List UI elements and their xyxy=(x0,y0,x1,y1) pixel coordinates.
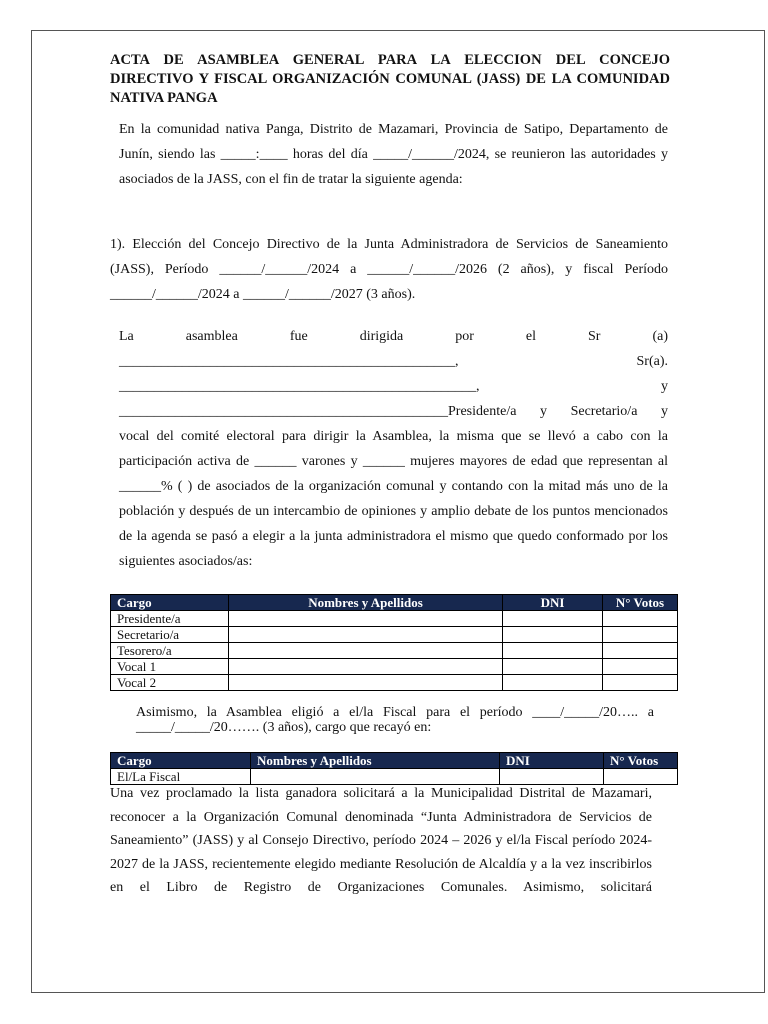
cargo-cell: El/La Fiscal xyxy=(111,769,251,785)
table-row xyxy=(111,643,678,659)
votos-cell[interactable] xyxy=(603,611,678,627)
nombres-cell[interactable] xyxy=(229,627,503,643)
closing-paragraph: Una vez proclamado la lista ganadora solicitará a la Municipalidad Distrital de Mazamari, reconocer a la Organización Comunal denominada “Junta Administradora de Servicios de Saneamiento” (JASS) y al Consejo Directivo, período 2024 – 2026 y el/la Fiscal período 2024-2027 de la JASS, recientemente elegido mediante Resolución de Alcaldía y a la vez inscribirlos en el Libro de Registro de Organizaciones Comunales. Asimismo, solicitará xyxy=(110,786,652,895)
blank-director-1: ________________________________________________, xyxy=(119,354,459,369)
assembly-line-4 xyxy=(119,399,668,424)
cargo-cell: Vocal 1 xyxy=(111,659,229,675)
col-cargo: Cargo xyxy=(111,753,251,769)
dni-cell[interactable] xyxy=(503,643,603,659)
col-votos: N° Votos xyxy=(604,753,678,769)
assembly-line-3 xyxy=(119,374,668,399)
cargo-cell: Secretario/a xyxy=(111,627,229,643)
cargo-cell: Vocal 2 xyxy=(111,675,229,691)
votos-cell[interactable] xyxy=(603,675,678,691)
document-title: ACTA DE ASAMBLEA GENERAL PARA LA ELECCION DEL CONCEJO DIRECTIVO Y FISCAL ORGANIZACIÓN COMUNAL (JASS) DE LA COMUNIDAD NATIVA PANGA xyxy=(110,52,670,106)
nombres-cell[interactable] xyxy=(229,643,503,659)
dni-cell[interactable] xyxy=(503,611,603,627)
document-page xyxy=(31,30,765,993)
board-table-header xyxy=(111,595,678,611)
blank-director-2: ___________________________________________________, xyxy=(119,379,480,394)
nombres-cell[interactable] xyxy=(229,611,503,627)
fiscal-intro: Asimismo, la Asamblea eligió a el/la Fiscal para el período ____/_____/20….. a _____/_____/20……. (3 años), cargo que recayó en: xyxy=(136,705,654,735)
fiscal-table xyxy=(110,752,678,785)
votos-cell[interactable] xyxy=(603,643,678,659)
col-votos: N° Votos xyxy=(603,595,678,611)
dni-cell[interactable] xyxy=(503,659,603,675)
col-dni: DNI xyxy=(500,753,604,769)
nombres-cell[interactable] xyxy=(229,659,503,675)
assembly-line-1: La asamblea fue dirigida por el Sr (a) xyxy=(119,329,668,344)
fiscal-table-header xyxy=(111,753,678,769)
cargo-cell: Tesorero/a xyxy=(111,643,229,659)
assembly-line-2 xyxy=(119,349,668,374)
intro-paragraph: En la comunidad nativa Panga, Distrito de Mazamari, Provincia de Satipo, Departamento de Junín, siendo las _____:____ horas del día _____/______/2024, se reunieron las autoridades y asociados de la JASS, con el fin de tratar la siguiente agenda: xyxy=(119,122,668,187)
votos-cell[interactable] xyxy=(603,627,678,643)
table-row xyxy=(111,659,678,675)
assembly-section xyxy=(119,324,668,574)
col-cargo: Cargo xyxy=(111,595,229,611)
dni-cell[interactable] xyxy=(503,675,603,691)
votos-cell[interactable] xyxy=(603,659,678,675)
nombres-cell[interactable] xyxy=(229,675,503,691)
board-table xyxy=(110,594,678,691)
table-row xyxy=(111,611,678,627)
sr-label: Sr(a). xyxy=(636,354,668,369)
dni-cell[interactable] xyxy=(503,627,603,643)
assembly-body: vocal del comité electoral para dirigir la Asamblea, la misma que se llevó a cabo con la participación activa de ______ varones y ______ mujeres mayores de edad que representan al ______% ( ) de asociados de la organización comunal y contando con la mitad más uno de la población y después de un intercambio de opiniones y amplio debate de los puntos mencionados de la agenda se pasó a elegir a la junta administradora el mismo que quedo conformado por los siguientes asociados/as: xyxy=(119,429,668,569)
col-dni: DNI xyxy=(503,595,603,611)
and-label: y xyxy=(661,379,668,394)
col-nombres: Nombres y Apellidos xyxy=(229,595,503,611)
table-row xyxy=(111,627,678,643)
agenda-item: 1). Elección del Concejo Directivo de la Junta Administradora de Servicios de Saneamiento (JASS), Período ______/______/2024 a ______/______/2026 (2 años), y fiscal Período ______/______/2024 a ______/______/2027 (3 años). xyxy=(110,237,668,302)
roles-text: Presidente/a y Secretario/a y xyxy=(448,404,668,419)
col-nombres: Nombres y Apellidos xyxy=(251,753,500,769)
blank-director-3: _______________________________________________ xyxy=(119,404,448,419)
cargo-cell: Presidente/a xyxy=(111,611,229,627)
table-row xyxy=(111,675,678,691)
